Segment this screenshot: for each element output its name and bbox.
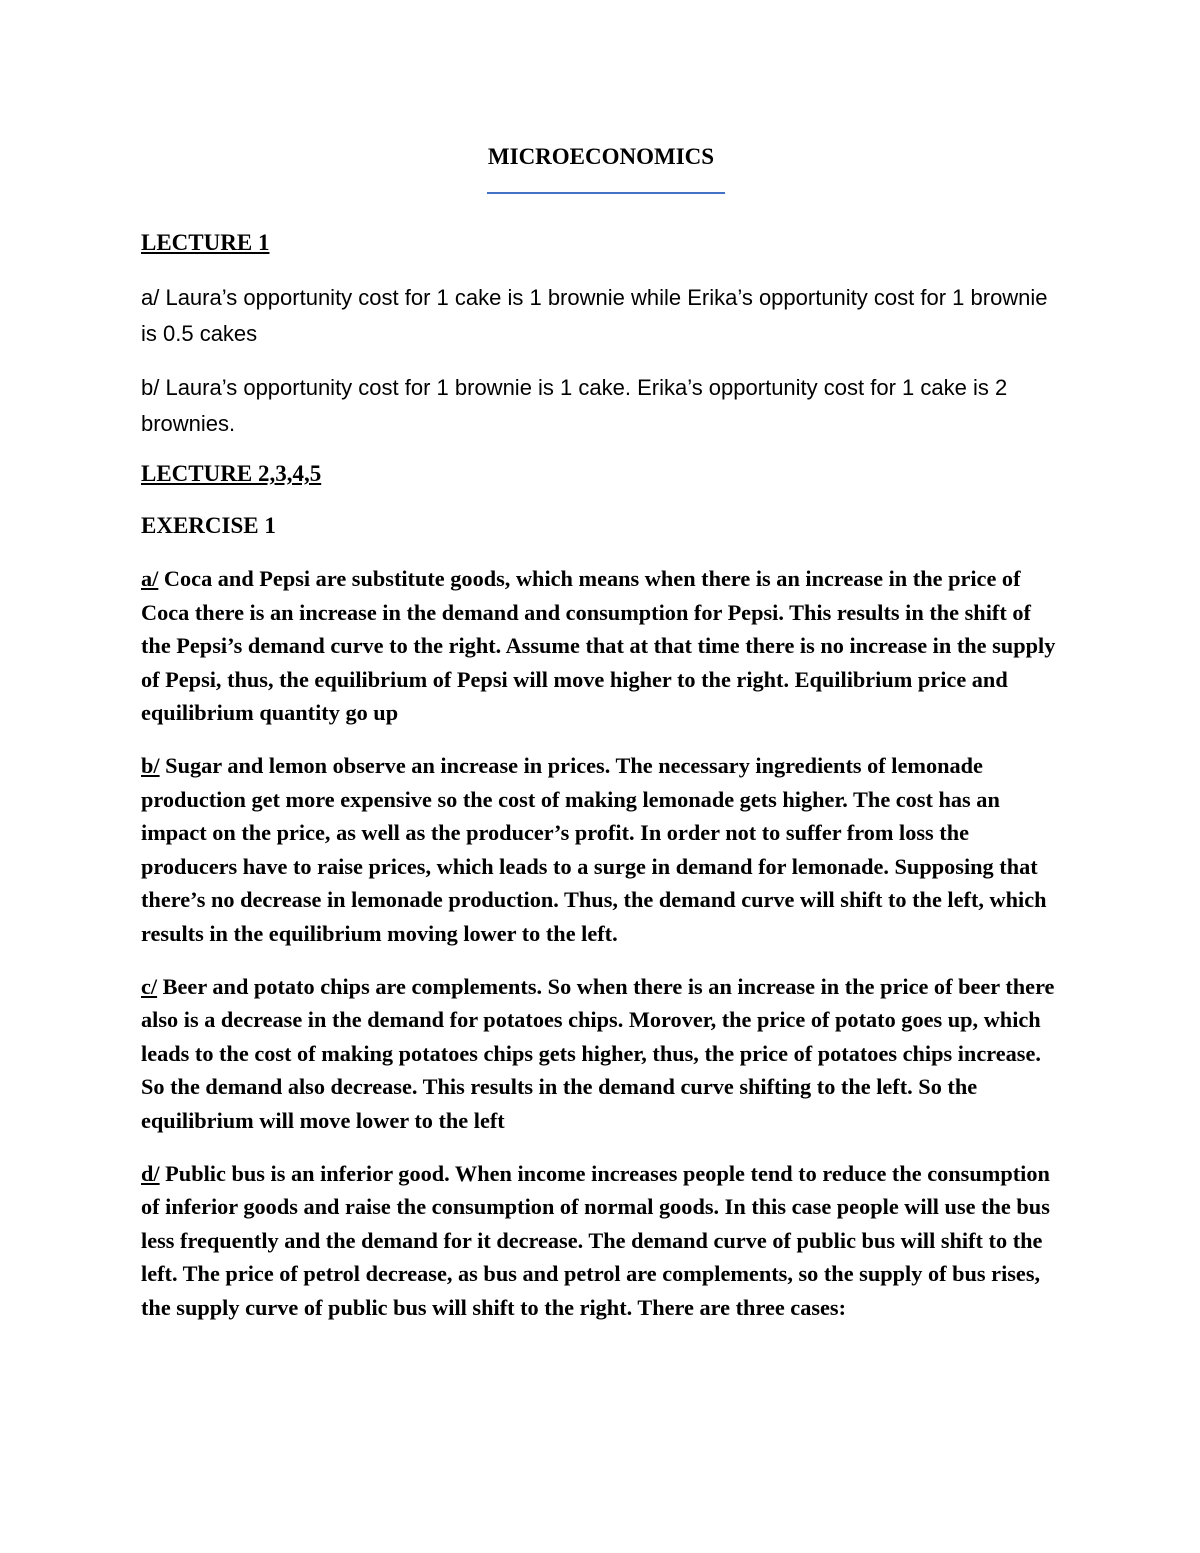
- item-text-c: Beer and potato chips are complements. So when there is an increase in the price of beer there also is a decrease in the demand for potatoes chips. Morover, the price of potato goes up, which leads to the cost of making potatoes chips gets higher, thus, the price of potatoes chips increase. So the demand also decrease. This results in the demand curve shifting to the left. So the equilibrium will move lower to the left: [141, 973, 1055, 1133]
- item-tag-d: d/: [141, 1160, 160, 1186]
- lecture-1-heading: LECTURE 1: [141, 230, 270, 255]
- lecture-2-5-heading: LECTURE 2,3,4,5: [141, 461, 322, 486]
- lecture-1-paragraph-b: b/ Laura’s opportunity cost for 1 brownie is 1 cake. Erika’s opportunity cost for 1 cake is 2 brownies.: [141, 375, 1008, 436]
- item-text-b: Sugar and lemon observe an increase in prices. The necessary ingredients of lemonade production get more expensive so the cost of making lemonade gets higher. The cost has an impact on the price, as well as the producer’s profit. In order not to suffer from loss the producers have to raise prices, which leads to a surge in demand for lemonade. Supposing that there’s no decrease in lemonade production. Thus, the demand curve will shift to the left, which results in the equilibrium moving lower to the left.: [141, 752, 1047, 946]
- document-content: [141, 140, 1061, 1324]
- document-title: MICROECONOMICS: [487, 144, 715, 169]
- lecture-1-paragraph-a: a/ Laura’s opportunity cost for 1 cake is 1 brownie while Erika’s opportunity cost for 1 brownie is 0.5 cakes: [141, 285, 1048, 346]
- item-tag-c: c/: [141, 973, 158, 999]
- item-text-a: Coca and Pepsi are substitute goods, which means when there is an increase in the price of Coca there is an increase in the demand and consumption for Pepsi. This results in the shift of the Pepsi’s demand curve to the right. Assume that at that time there is no increase in the supply of Pepsi, thus, the equilibrium of Pepsi will move higher to the right. Equilibrium price and equilibrium quantity go up: [141, 566, 1056, 726]
- item-tag-b: b/: [141, 752, 160, 778]
- exercise-item-b: [141, 749, 1061, 951]
- item-tag-a: a/: [141, 566, 159, 591]
- exercise-1-heading: EXERCISE 1: [141, 513, 276, 538]
- item-text-d: Public bus is an inferior good. When income increases people tend to reduce the consumption of inferior goods and raise the consumption of normal goods. In this case people will use the bus less frequently and the demand for it decrease. The demand curve of public bus will shift to the left. The price of petrol decrease, as bus and petrol are complements, so the supply of bus rises, the supply curve of public bus will shift to the right. There are three cases:: [141, 1160, 1050, 1320]
- exercise-item-c: [141, 970, 1061, 1138]
- exercise-item-d: [141, 1157, 1061, 1325]
- title-underline-rule: [487, 192, 725, 194]
- exercise-item-a: [141, 562, 1061, 730]
